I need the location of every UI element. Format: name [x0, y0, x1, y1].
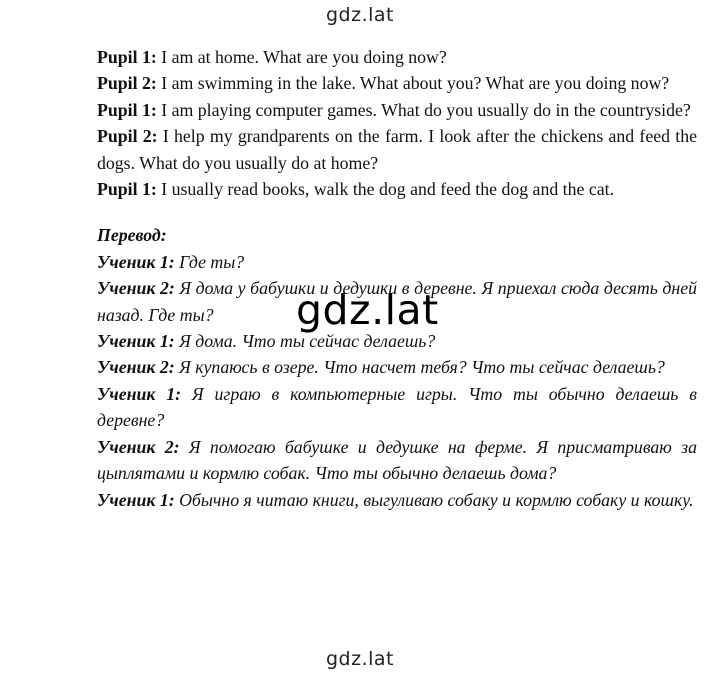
- speaker-label: Ученик 2:: [97, 357, 175, 378]
- dialogue-text: Я дома у бабушки и дедушки в деревне. Я приехал сюда десять дней назад. Где ты?: [97, 278, 697, 325]
- dialogue-text: I am swimming in the lake. What about you? What are you doing now?: [156, 73, 670, 94]
- dialogue-line-ru: [97, 487, 697, 513]
- dialogue-line-en: [97, 70, 697, 96]
- dialogue-text: I am playing computer games. What do you usually do in the countryside?: [156, 99, 691, 120]
- watermark-top: gdz.lat: [325, 4, 394, 26]
- speaker-label: Pupil 2:: [97, 73, 157, 94]
- dialogue-line-en: [97, 97, 697, 123]
- dialogue-text: Я играю в компьютерные игры. Что ты обычно делаешь в деревне?: [97, 383, 697, 431]
- dialogue-text: Я помогаю бабушке и дедушке на ферме. Я присматриваю за цыплятами и кормлю собак. Что ты обычно делаешь дома?: [97, 436, 697, 484]
- speaker-label: Ученик 1:: [97, 251, 175, 272]
- dialogue-text: Я купаюсь в озере. Что насчет тебя? Что ты сейчас делаешь?: [174, 357, 665, 378]
- dialogue-line-ru: [97, 354, 697, 380]
- speaker-label: Pupil 2:: [97, 126, 158, 147]
- dialogue-text: Я дома. Что ты сейчас делаешь?: [174, 331, 436, 352]
- speaker-label: Pupil 1:: [97, 99, 157, 120]
- speaker-label: Ученик 2:: [97, 278, 175, 299]
- speaker-label: Pupil 1:: [97, 47, 157, 67]
- speaker-label: Ученик 1:: [97, 331, 175, 352]
- dialogue-line-en: [97, 44, 697, 70]
- dialogue-text: I usually read books, walk the dog and feed the dog and the cat.: [156, 179, 615, 200]
- translation-heading: Перевод:: [97, 225, 167, 246]
- speaker-label: Pupil 1:: [97, 179, 157, 200]
- dialogue-line-en: [97, 176, 697, 202]
- dialogue-text: I help my grandparents on the farm. I look after the chickens and feed the dogs. What do you usually do at home?: [97, 126, 698, 173]
- dialogue-line-en: [97, 123, 697, 176]
- speaker-label: Ученик 1:: [97, 383, 182, 404]
- dialogue-text: Где ты?: [174, 251, 245, 272]
- dialogue-text: I am at home. What are you doing now?: [156, 47, 447, 67]
- section-gap: [97, 202, 697, 222]
- speaker-label: Ученик 1:: [97, 489, 175, 510]
- document-body: [97, 44, 697, 513]
- speaker-label: Ученик 2:: [97, 436, 180, 457]
- watermark-bottom: gdz.lat: [325, 648, 394, 670]
- dialogue-line-ru: [97, 434, 697, 487]
- dialogue-line-ru: [97, 249, 697, 275]
- dialogue-text: Обычно я читаю книги, выгуливаю собаку и кормлю собаку и кошку.: [174, 489, 694, 510]
- dialogue-line-ru: [97, 381, 697, 434]
- watermark-middle: gdz.lat: [296, 286, 439, 334]
